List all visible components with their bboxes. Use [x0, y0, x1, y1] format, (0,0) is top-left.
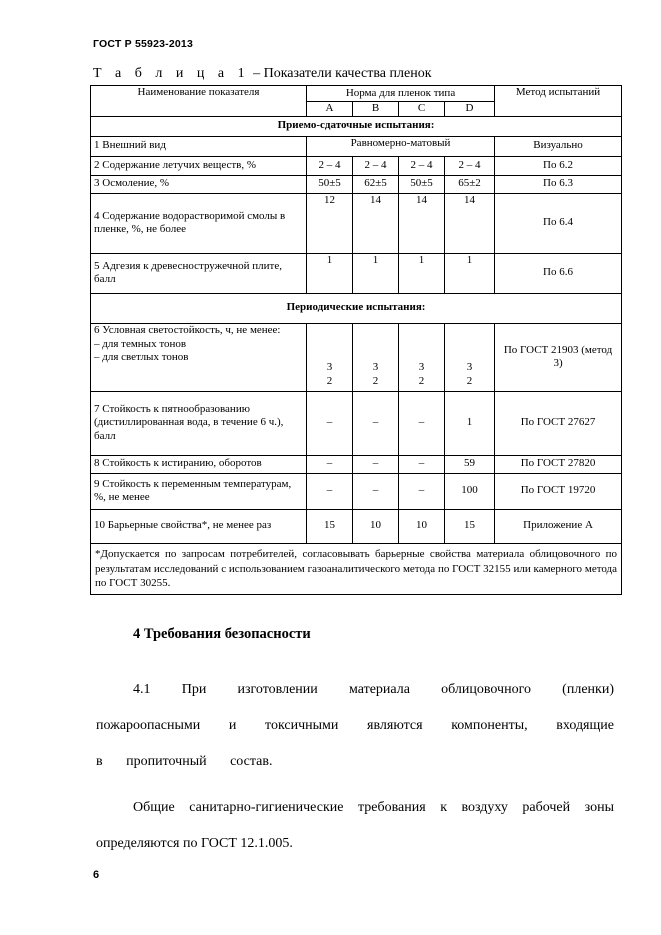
row-merged-value: Равномерно-матовый — [307, 136, 495, 156]
row-value: – — [307, 473, 353, 509]
table-row — [91, 455, 622, 473]
value-dark: 3 — [466, 361, 473, 374]
type-header: B — [353, 102, 399, 117]
row-value: 62±5 — [353, 175, 399, 193]
row-name: 8 Стойкость к истиранию, оборотов — [91, 455, 307, 473]
type-header: C — [399, 102, 445, 117]
row-name: 10 Барьерные свойства*, не менее раз — [91, 509, 307, 543]
table-caption-text: – Показатели качества пленок — [249, 66, 432, 81]
row-value: – — [307, 391, 353, 455]
row-value: – — [353, 455, 399, 473]
row-value: 14 — [445, 193, 495, 253]
section-heading: 4 Требования безопасности — [133, 626, 311, 642]
row-method: По 6.3 — [495, 175, 622, 193]
table-caption-label: Т а б л и ц а 1 — [93, 66, 250, 81]
row-value: 10 — [399, 509, 445, 543]
paragraph-hygiene: Общие санитарно-гигиенические требования к воздуху рабочей зоны определяются по ГОСТ 12.1.005. — [96, 800, 614, 851]
row-value: 50±5 — [399, 175, 445, 193]
row-name: 1 Внешний вид — [91, 136, 307, 156]
row-value — [353, 323, 399, 391]
document-code: ГОСТ Р 55923-2013 — [93, 38, 194, 50]
value-light: 2 — [418, 375, 425, 387]
row-value: 1 — [445, 253, 495, 293]
row-value: 14 — [399, 193, 445, 253]
row-name: 5 Адгезия к древесностружечной плите, балл — [91, 253, 307, 293]
value-dark: 3 — [326, 361, 333, 374]
row-method: По ГОСТ 19720 — [495, 473, 622, 509]
row-value: 1 — [353, 253, 399, 293]
table-footnote: *Допускается по запросам потребителей, согласовывать барьерные свойства материала облицовочного по результатам исследований с использованием газоаналитического метода по ГОСТ 32155 или камерного метода по ГОСТ 30255. — [91, 543, 622, 595]
value-dark: 3 — [372, 361, 379, 374]
table-header-row — [91, 86, 622, 102]
col-norm-header: Норма для пленок типа — [307, 86, 495, 102]
row-value: 2 – 4 — [399, 156, 445, 175]
row-value: 15 — [307, 509, 353, 543]
table-row — [91, 156, 622, 175]
row-name-text: 6 Условная светостойкость, ч, не менее: — [94, 323, 281, 336]
quality-table — [90, 85, 622, 595]
paragraph-4-1: 4.1 При изготовлении материала облицовочного (пленки) пожароопасными и токсичными являются компоненты, входящие в пропиточный состав. — [96, 682, 614, 769]
type-header: A — [307, 102, 353, 117]
row-value: 12 — [307, 193, 353, 253]
row-value: – — [307, 455, 353, 473]
row-value: 2 – 4 — [445, 156, 495, 175]
col-method-header: Метод испытаний — [495, 86, 622, 117]
row-method: По ГОСТ 27627 — [495, 391, 622, 455]
row-value: 65±2 — [445, 175, 495, 193]
value-light: 2 — [372, 375, 379, 387]
row-value: – — [399, 455, 445, 473]
row-name: 7 Стойкость к пятнообразованию (дистиллированная вода, в течение 6 ч.), балл — [91, 391, 307, 455]
row-value: 100 — [445, 473, 495, 509]
row-value — [307, 323, 353, 391]
row-name: 9 Стойкость к переменным температурам, %, не менее — [91, 473, 307, 509]
row-value — [399, 323, 445, 391]
row-value: – — [353, 473, 399, 509]
row-value: 15 — [445, 509, 495, 543]
section-acceptance: Приемо-сдаточные испытания: — [91, 116, 622, 136]
table-caption — [93, 66, 432, 82]
value-light: 2 — [466, 375, 473, 387]
row-name: 2 Содержание летучих веществ, % — [91, 156, 307, 175]
row-value: 2 – 4 — [307, 156, 353, 175]
row-method: По 6.6 — [495, 253, 622, 293]
value-light: 2 — [326, 375, 333, 387]
row-name: 3 Осмоление, % — [91, 175, 307, 193]
row-value: 50±5 — [307, 175, 353, 193]
row-method: Визуально — [495, 136, 622, 156]
row-value: 2 – 4 — [353, 156, 399, 175]
row-value: 10 — [353, 509, 399, 543]
row-method: По ГОСТ 21903 (метод 3) — [495, 323, 622, 391]
value-dark: 3 — [418, 361, 425, 374]
row-value: 1 — [399, 253, 445, 293]
row-subitem-light: – для светлых тонов — [94, 351, 189, 364]
row-method: По 6.4 — [495, 193, 622, 253]
table-row — [91, 391, 622, 455]
table-row — [91, 136, 622, 156]
row-value: 1 — [307, 253, 353, 293]
table-row — [91, 253, 622, 293]
section-periodic: Периодические испытания: — [91, 293, 622, 323]
row-subitem-dark: – для темных тонов — [94, 337, 187, 350]
row-value: – — [353, 391, 399, 455]
row-name — [91, 323, 307, 391]
table-row — [91, 193, 622, 253]
table-row — [91, 509, 622, 543]
row-method: Приложение А — [495, 509, 622, 543]
type-header: D — [445, 102, 495, 117]
row-name: 4 Содержание водорастворимой смолы в пленке, %, не более — [91, 193, 307, 253]
table-row — [91, 323, 622, 391]
table-row — [91, 175, 622, 193]
row-value: 59 — [445, 455, 495, 473]
row-method: По 6.2 — [495, 156, 622, 175]
row-value — [445, 323, 495, 391]
row-value: – — [399, 391, 445, 455]
col-name-header: Наименование показателя — [91, 86, 307, 117]
row-method: По ГОСТ 27820 — [495, 455, 622, 473]
row-value: – — [399, 473, 445, 509]
page-number: 6 — [93, 869, 100, 881]
row-value: 14 — [353, 193, 399, 253]
table-row — [91, 473, 622, 509]
row-value: 1 — [445, 391, 495, 455]
